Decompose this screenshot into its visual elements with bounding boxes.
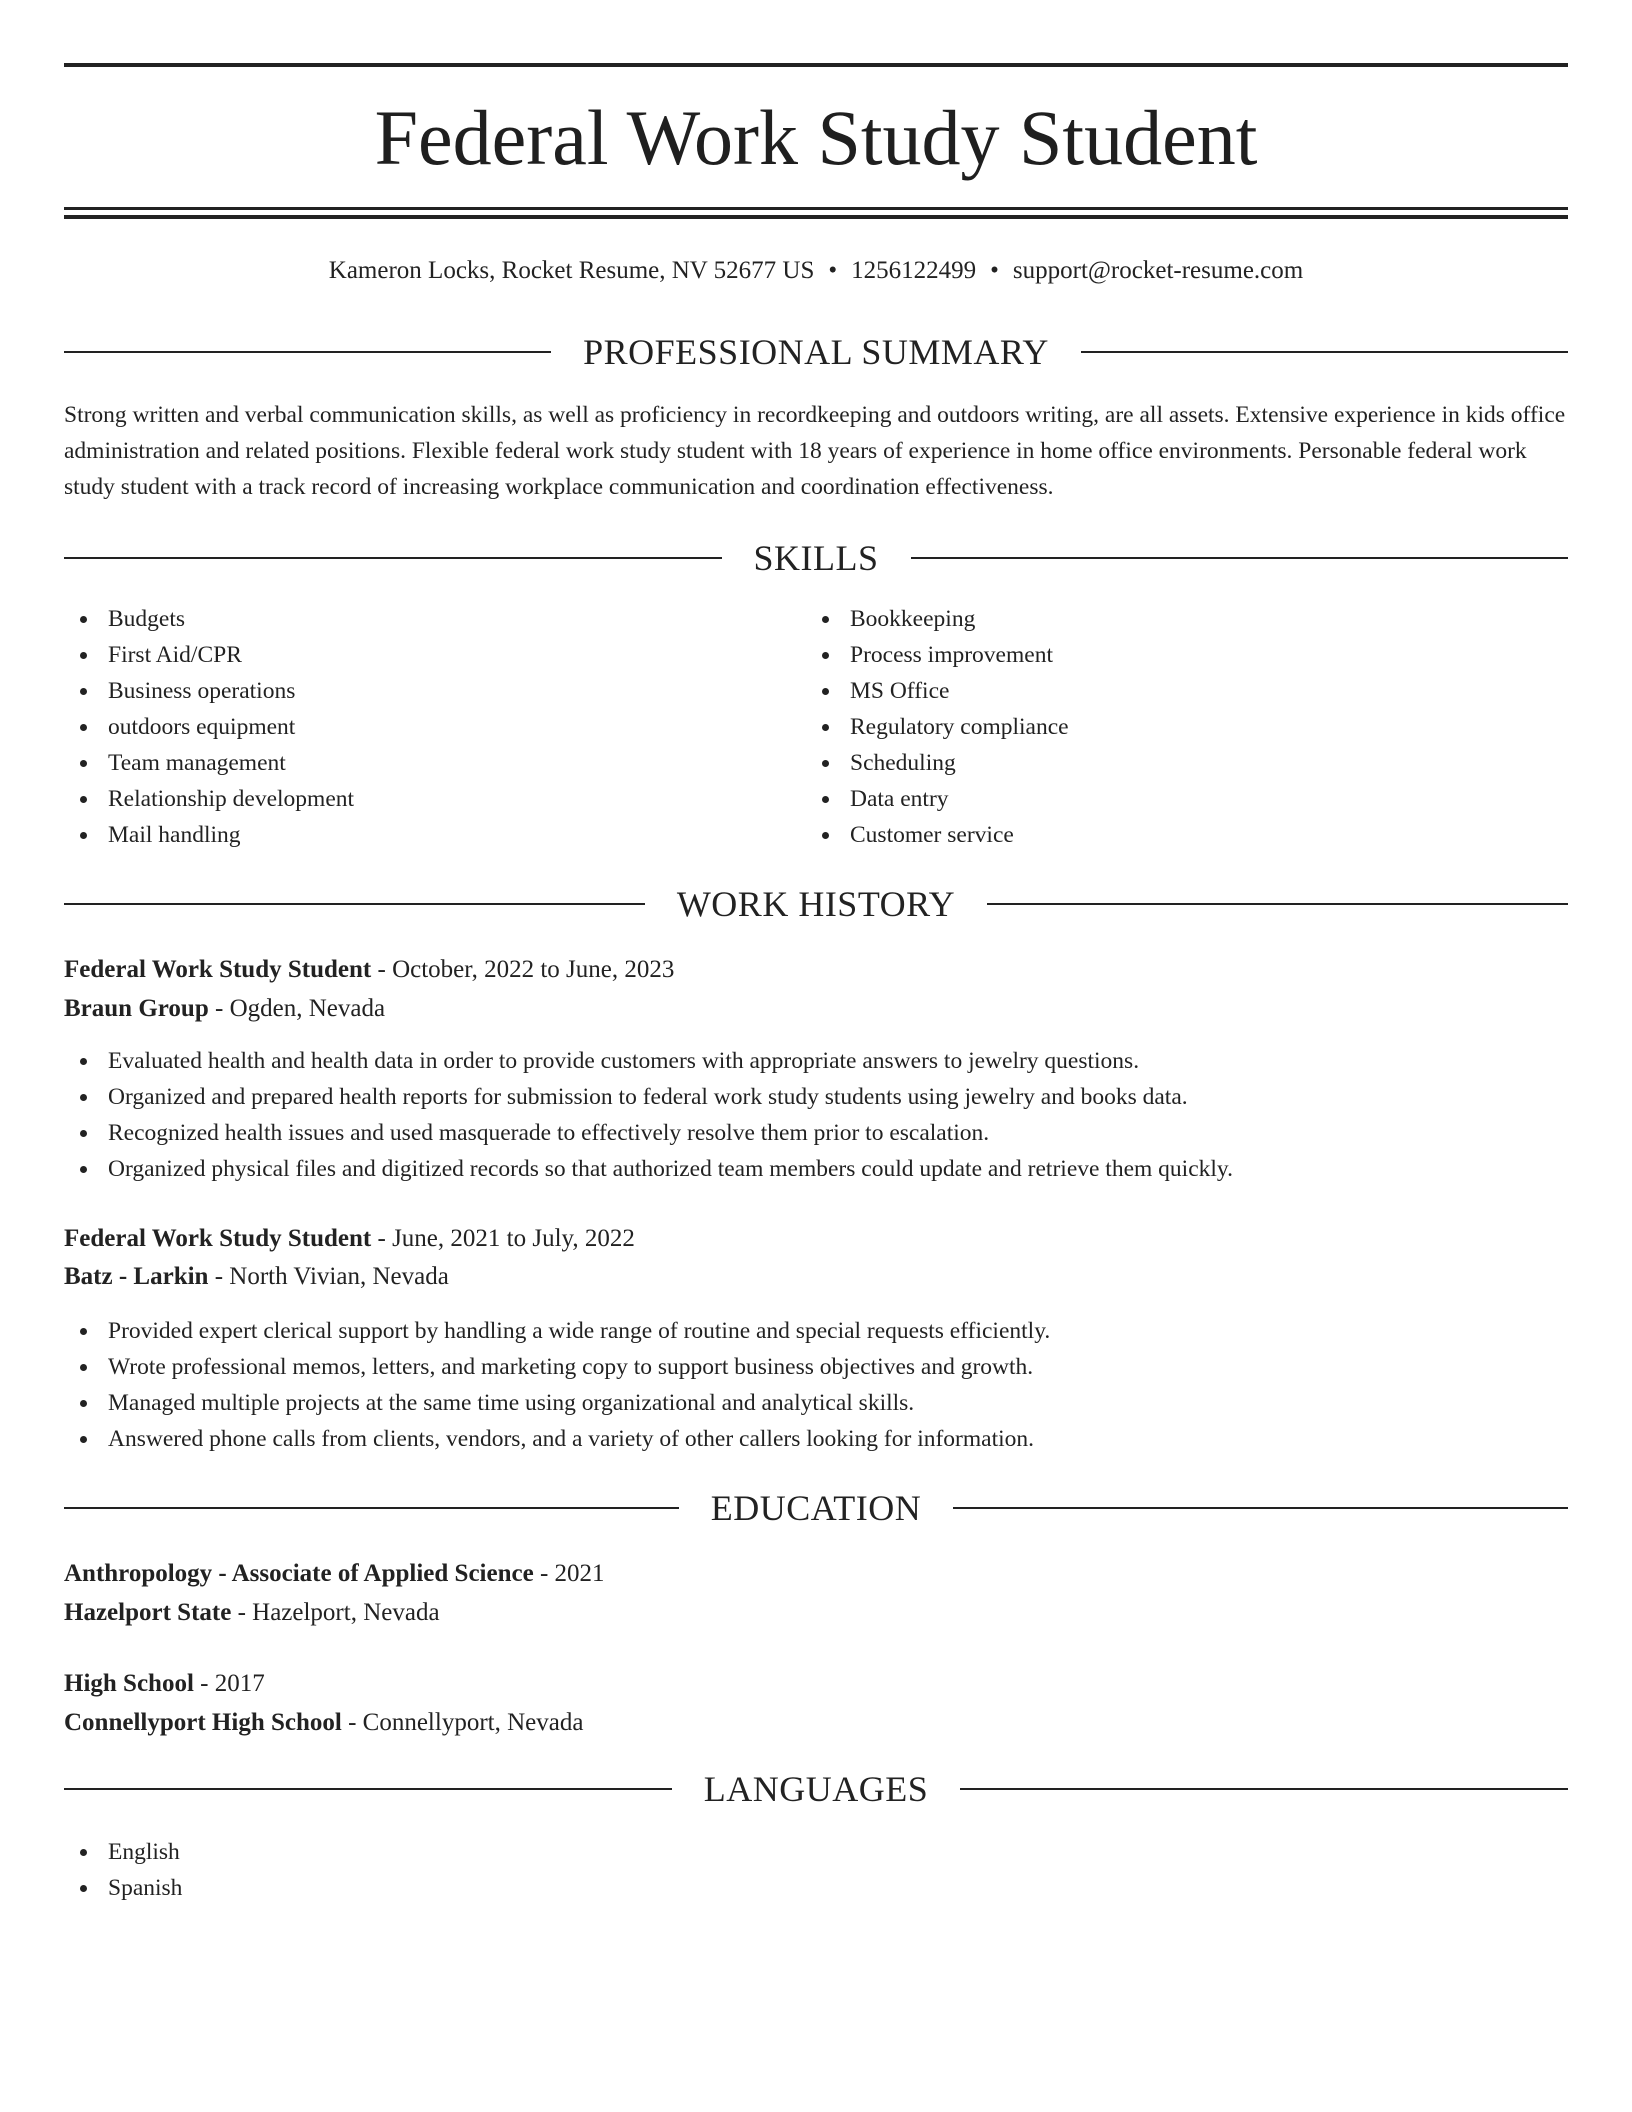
job-dates: October, 2022 to June, 2023 [392,956,675,983]
job-company: Braun Group [64,995,209,1022]
job-company: Batz - Larkin [64,1263,209,1290]
job-title-line [64,1221,635,1257]
education-location: Connellyport, Nevada [362,1709,584,1736]
job-bullet: Wrote professional memos, letters, and marketing copy to support business objectives and growth. [64,1349,1568,1385]
dash: - [377,956,386,983]
contact-separator: • [990,257,999,284]
skill-item: MS Office [806,673,1546,709]
education-degree: High School [64,1670,194,1697]
job-bullet: Recognized health issues and used masquerade to effectively resolve them prior to escalation. [64,1115,1568,1151]
dash: - [214,995,224,1022]
job-bullets [64,1043,1568,1187]
section-heading-skills [64,534,1568,582]
dash: - [348,1709,357,1736]
job-company-line [64,1259,449,1295]
skill-item: Regulatory compliance [806,709,1546,745]
dash: - [200,1670,209,1697]
skill-item: Mail handling [64,817,804,853]
education-year: 2021 [554,1560,605,1587]
job-title: Federal Work Study Student [64,1225,372,1252]
education-degree-line [64,1556,605,1592]
heading-rule [64,351,551,353]
education-degree-line [64,1666,265,1702]
heading-rule [64,1507,679,1509]
contact-line [64,254,1568,288]
job-bullets [64,1313,1568,1457]
heading-rule [64,903,645,905]
skills-list-right [806,601,1546,853]
education-degree: Anthropology - Associate of Applied Science [64,1560,534,1587]
heading-rule [987,903,1568,905]
job-dates: June, 2021 to July, 2022 [392,1225,635,1252]
heading-rule [911,557,1569,559]
education-school-line [64,1595,440,1631]
section-heading-summary [64,328,1568,376]
language-item: Spanish [64,1870,804,1906]
dash: - [539,1560,549,1587]
job-company-line [64,991,385,1027]
section-title: LANGUAGES [703,1769,929,1809]
heading-rule [960,1788,1568,1790]
education-school: Hazelport State [64,1599,232,1626]
job-location: Ogden, Nevada [229,995,386,1022]
skill-item: Scheduling [806,745,1546,781]
job-title: Federal Work Study Student [64,956,372,983]
skill-item: Business operations [64,673,804,709]
dash: - [214,1263,224,1290]
job-bullet: Managed multiple projects at the same time using organizational and analytical skills. [64,1385,1568,1421]
summary-text: Strong written and verbal communication skills, as well as proficiency in recordkeeping and outdoors writing, are all assets. Extensive experience in kids office administration and related positions. Flexible federal work study student with 18 years of experience in home office environments. Personable federal work study student with a track record of increasing workplace communication and coordination effectiveness. [64,402,1566,500]
heading-rule [953,1507,1568,1509]
section-heading-work [64,880,1568,928]
contact-email: support@rocket-resume.com [1012,257,1304,284]
section-title: PROFESSIONAL SUMMARY [583,332,1049,372]
skill-item: Process improvement [806,637,1546,673]
section-title: SKILLS [753,538,879,578]
title-rule-lower [64,215,1568,219]
skill-item: Team management [64,745,804,781]
job-title-line [64,952,674,988]
education-location: Hazelport, Nevada [252,1599,440,1626]
title-rule-upper [64,207,1568,210]
contact-separator: • [828,257,838,284]
contact-address: Kameron Locks, Rocket Resume, NV 52677 US [328,257,815,284]
contact-phone: 1256122499 [851,257,977,284]
languages-list [64,1834,804,1906]
skill-item: outdoors equipment [64,709,804,745]
job-bullet: Evaluated health and health data in order to provide customers with appropriate answers to jewelry questions. [64,1043,1568,1079]
language-item: English [64,1834,804,1870]
skill-item: Customer service [806,817,1546,853]
skill-item: Bookkeeping [806,601,1546,637]
resume-title: Federal Work Study Student [374,94,1258,181]
skill-item: Budgets [64,601,804,637]
skill-item: Relationship development [64,781,804,817]
heading-rule [64,557,722,559]
education-school: Connellyport High School [64,1709,342,1736]
section-heading-languages [64,1765,1568,1813]
heading-rule [1081,351,1568,353]
skill-item: Data entry [806,781,1546,817]
skills-list-left [64,601,804,853]
dash: - [377,1225,386,1252]
skill-item: First Aid/CPR [64,637,804,673]
job-bullet: Answered phone calls from clients, vendors, and a variety of other callers looking for information. [64,1421,1568,1457]
job-bullet: Organized and prepared health reports for submission to federal work study students using jewelry and books data. [64,1079,1568,1115]
job-location: North Vivian, Nevada [229,1263,449,1290]
top-rule [64,63,1568,67]
section-heading-education [64,1484,1568,1532]
education-year: 2017 [214,1670,265,1697]
heading-rule [64,1788,672,1790]
section-title: EDUCATION [710,1488,922,1528]
dash: - [237,1599,246,1626]
education-school-line [64,1705,583,1741]
section-title: WORK HISTORY [676,884,956,924]
job-bullet: Provided expert clerical support by handling a wide range of routine and special requests efficiently. [64,1313,1568,1349]
job-bullet: Organized physical files and digitized records so that authorized team members could update and retrieve them quickly. [64,1151,1568,1187]
